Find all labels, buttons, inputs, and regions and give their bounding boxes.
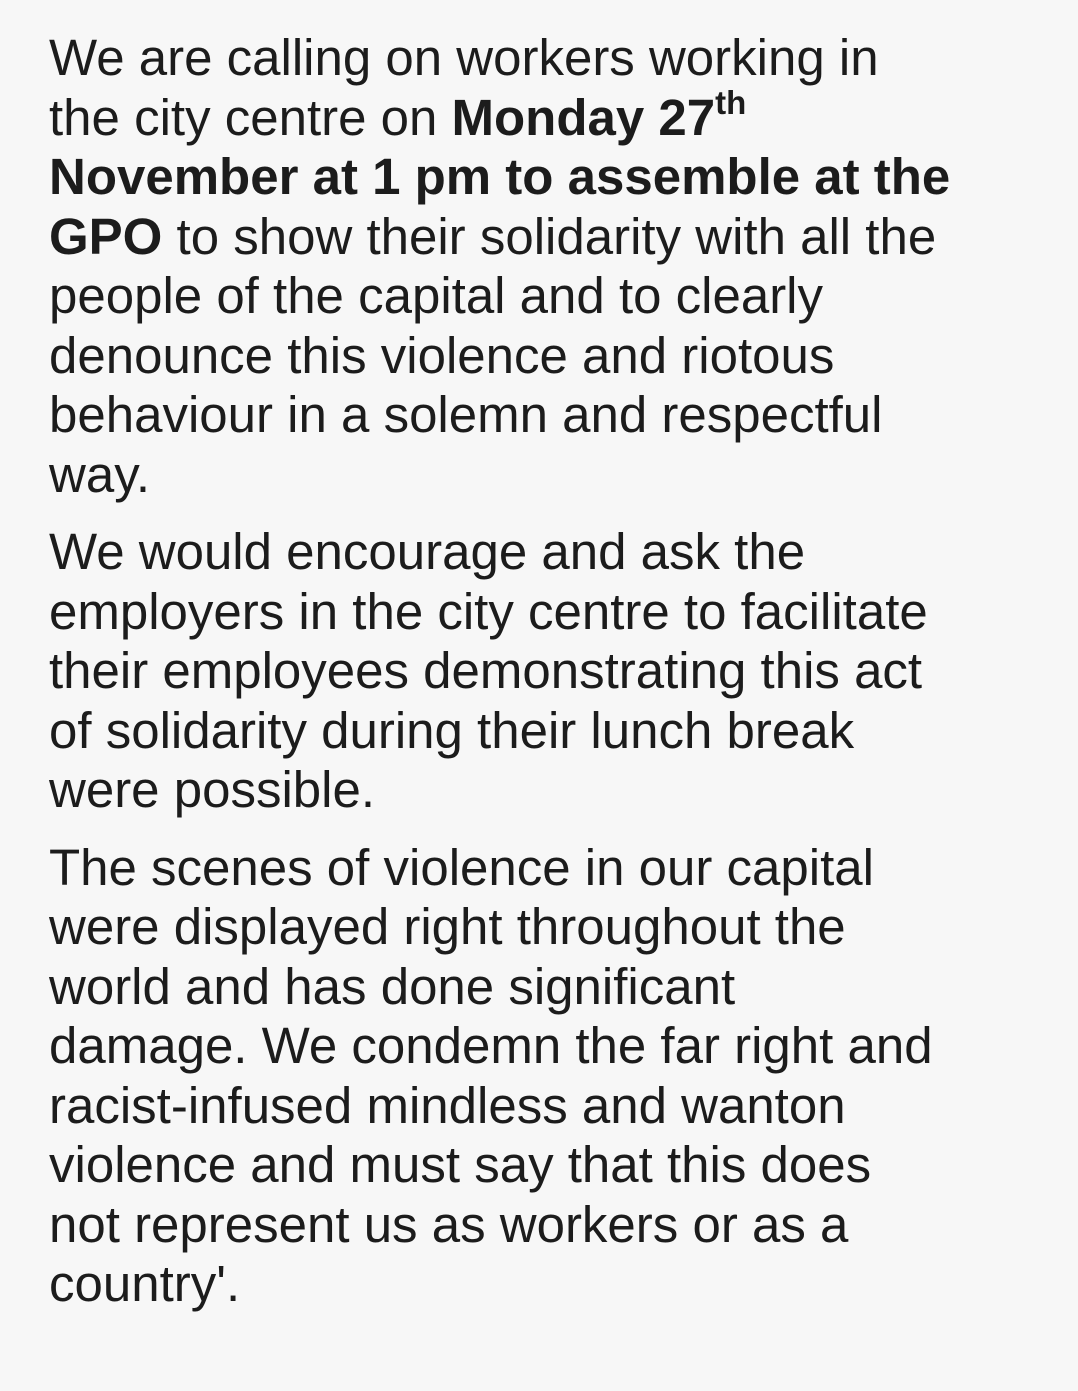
text-run: the city centre on [49, 88, 452, 146]
text-line [49, 28, 1059, 88]
text-line [49, 266, 1059, 326]
text-run: country'. [49, 1255, 241, 1312]
text-line [49, 838, 1059, 898]
superscript-text: th [715, 83, 747, 121]
paragraph [49, 28, 1059, 504]
text-line [49, 897, 1059, 957]
text-line [49, 701, 1059, 761]
bold-text: GPO [49, 207, 163, 265]
paragraph [49, 838, 1059, 1314]
text-run: damage. We condemn the far right and [49, 1017, 933, 1074]
text-run: people of the capital and to clearly [49, 267, 824, 324]
paragraph [49, 522, 1059, 820]
text-line [49, 445, 1059, 505]
text-line [49, 1135, 1059, 1195]
text-run: were displayed right throughout the [49, 898, 846, 955]
text-line [49, 385, 1059, 445]
text-run: racist-infused mindless and wanton [49, 1076, 846, 1134]
bold-text: Monday 27 [451, 88, 716, 146]
text-run: The scenes of violence in our capital [49, 838, 874, 896]
text-run: behaviour in a solemn and respectful [49, 386, 883, 443]
text-run: way. [49, 445, 151, 503]
text-run: We would encourage and ask the [49, 523, 806, 580]
bold-text: November at 1 pm to assemble at the [49, 148, 951, 205]
text-run: were possible. [49, 761, 375, 818]
text-line [49, 1076, 1059, 1136]
text-run: world and has done significant [49, 957, 736, 1015]
text-line [49, 641, 1059, 701]
text-line [49, 760, 1059, 820]
text-run: to show their solidarity with all the [162, 207, 937, 265]
text-run: of solidarity during their lunch break [49, 701, 855, 759]
text-run: We are calling on workers working in [49, 29, 879, 86]
text-line [49, 582, 1059, 642]
text-run: denounce this violence and riotous [49, 326, 835, 384]
text-line [49, 207, 1059, 267]
text-run: their employees demonstrating this act [49, 642, 923, 699]
text-line [49, 326, 1059, 386]
text-line [49, 957, 1059, 1017]
text-run: not represent us as workers or as a [49, 1195, 849, 1253]
text-run: violence and must say that this does [49, 1136, 872, 1193]
text-line [49, 83, 1059, 148]
statement-text [49, 28, 1059, 1332]
text-run: employers in the city centre to facilitate [49, 582, 928, 640]
text-line [49, 147, 1059, 207]
text-line [49, 1195, 1059, 1255]
text-line [49, 1016, 1059, 1076]
text-line [49, 522, 1059, 582]
text-line [49, 1254, 1059, 1314]
